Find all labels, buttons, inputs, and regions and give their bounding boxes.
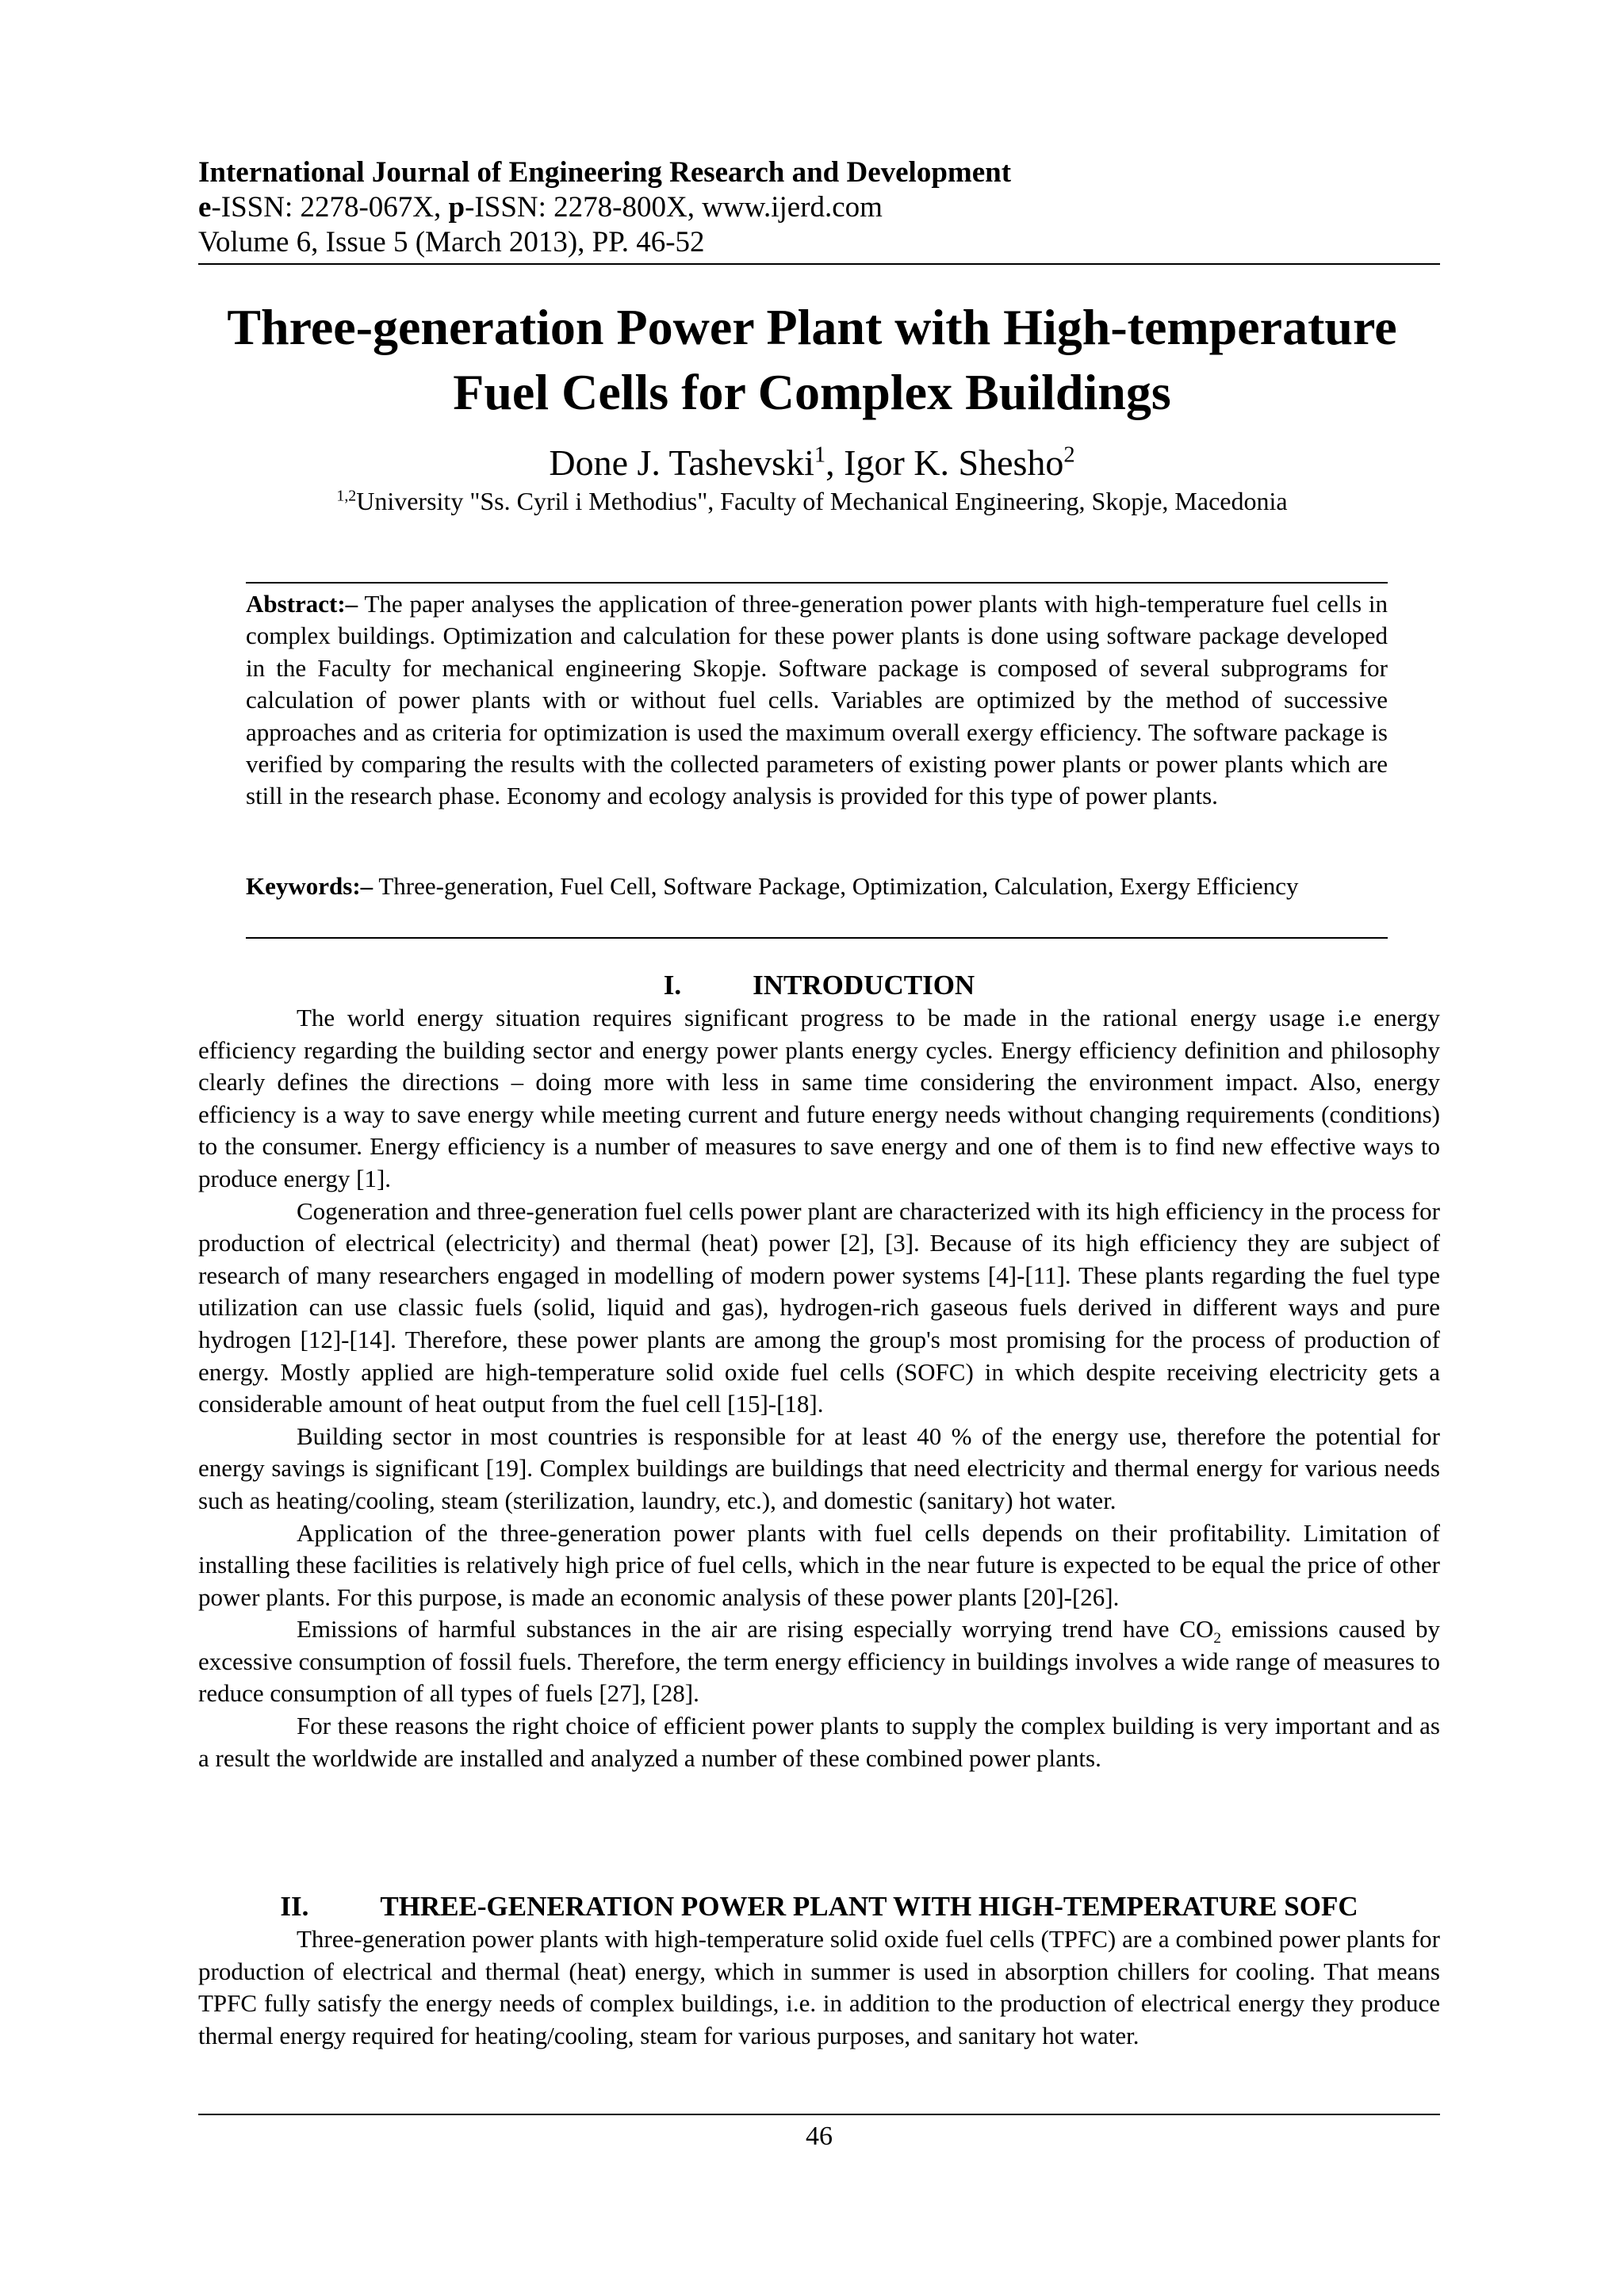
affiliation xyxy=(159,485,1465,517)
pissn-label: p xyxy=(448,191,465,224)
author-2: Igor K. Shesho xyxy=(844,442,1064,483)
abstract-top-rule xyxy=(246,582,1388,584)
author-1-affil-mark: 1 xyxy=(814,442,826,468)
section-1-paragraph-1: The world energy situation requires significant progress to be made in the rational energy usage i.e energy efficiency regarding the building sector and energy power plants energy cycles. Energy efficiency definition and philosophy clearly defines the directions – doing more with less in same time considering the environment impact. Also, energy efficiency is a way to save energy while meeting current and future energy needs without changing requirements (conditions) to the consumer. Energy efficiency is a number of measures to save energy and one of them is to find new effective ways to produce energy [1]. xyxy=(198,1004,1440,1192)
section-1-body xyxy=(198,1002,1440,1774)
keywords xyxy=(246,871,1388,902)
affiliation-text: University "Ss. Cyril i Methodius", Faculty of Mechanical Engineering, Skopje, Macedonia xyxy=(356,487,1288,515)
section-1-paragraph-6: For these reasons the right choice of efficient power plants to supply the complex building is very important and as a result the worldwide are installed and analyzed a number of these combined power plants. xyxy=(198,1712,1440,1772)
paper-title-line1: Three-generation Power Plant with High-temperature xyxy=(227,299,1397,355)
section-1-paragraph-5 xyxy=(198,1613,1440,1710)
journal-issn xyxy=(198,190,1440,225)
pissn-text: -ISSN: 2278-800X, www.ijerd.com xyxy=(465,191,883,224)
paragraph-5-text-b: emissions caused by excessive consumption of fossil fuels. Therefore, the term energy efficiency in buildings involves a wide range of measures to reduce consumption of all types of fuels [27], [28]. xyxy=(198,1615,1440,1708)
section-2-title: THREE-GENERATION POWER PLANT WITH HIGH-TEMPERATURE SOFC xyxy=(380,1891,1358,1922)
paper-authors xyxy=(159,441,1465,485)
section-1-paragraph-3: Building sector in most countries is responsible for at least 40 % of the energy use, therefore the potential for energy savings is significant [19]. Complex buildings are buildings that need electricity and thermal energy for various needs such as heating/cooling, steam (sterilization, laundry, etc.), and domestic (sanitary) hot water. xyxy=(198,1422,1440,1514)
section-1-heading xyxy=(198,969,1440,1002)
section-2-body xyxy=(198,1923,1440,2052)
co2-subscript: 2 xyxy=(1213,1630,1221,1647)
keywords-text: Three-generation, Fuel Cell, Software Package, Optimization, Calculation, Exergy Efficiency xyxy=(373,872,1299,900)
author-separator: , xyxy=(825,442,845,483)
keywords-label: Keywords:– xyxy=(246,872,373,900)
section-1-number: I. xyxy=(663,970,682,1001)
affiliation-mark: 1,2 xyxy=(336,487,357,505)
section-2-number: II. xyxy=(280,1891,309,1922)
section-2-paragraph-1: Three-generation power plants with high-temperature solid oxide fuel cells (TPFC) are a combined power plants for production of electrical and thermal (heat) energy, which in summer is used in absorption chillers for cooling. That means TPFC fully satisfy the energy needs of complex buildings, i.e. in addition to the production of electrical energy they produce thermal energy required for heating/cooling, steam for various purposes, and sanitary hot water. xyxy=(198,1925,1440,2049)
abstract xyxy=(246,588,1388,813)
section-1-title: INTRODUCTION xyxy=(753,970,975,1001)
section-1-paragraph-2: Cogeneration and three-generation fuel cells power plant are characterized with its high efficiency in the process for production of electrical (electricity) and thermal (heat) power [2], [3]. Because of its high efficiency they are subject of research of many researchers engaged in modelling of modern power systems [4]-[11]. These plants regarding the fuel type utilization can use classic fuels (solid, liquid and gas), hydrogen-rich gaseous fuels derived in different ways and pure hydrogen [12]-[14]. Therefore, these power plants are among the group's most promising for the process of production of energy. Mostly applied are high-temperature solid oxide fuel cells (SOFC) in which despite receiving electricity gets a considerable amount of heat output from the fuel cell [15]-[18]. xyxy=(198,1196,1440,1418)
eissn-text: -ISSN: 2278-067X, xyxy=(211,191,449,224)
footer-rule xyxy=(198,2114,1440,2115)
page-number: 46 xyxy=(806,2122,833,2151)
abstract-bottom-rule xyxy=(246,937,1388,939)
abstract-label: Abstract:– xyxy=(246,590,358,618)
paper-title-line2: Fuel Cells for Complex Buildings xyxy=(453,364,1171,420)
journal-volume: Volume 6, Issue 5 (March 2013), PP. 46-52 xyxy=(198,226,705,258)
journal-header xyxy=(198,155,1440,265)
journal-name: International Journal of Engineering Research and Development xyxy=(198,156,1012,189)
eissn-label: e xyxy=(198,191,212,224)
paper-title xyxy=(159,295,1465,425)
section-2-heading xyxy=(198,1890,1440,1923)
section-1-paragraph-4: Application of the three-generation power plants with fuel cells depends on their profitability. Limitation of installing these facilities is relatively high price of fuel cells, which in the near future is expected to be equal the price of other power plants. For this purpose, is made an economic analysis of these power plants [20]-[26]. xyxy=(198,1518,1440,1611)
author-2-affil-mark: 2 xyxy=(1063,442,1075,468)
paragraph-5-text-a: Emissions of harmful substances in the air are rising especially worrying trend have CO xyxy=(297,1615,1214,1644)
author-1: Done J. Tashevski xyxy=(549,442,814,483)
abstract-text: The paper analyses the application of three-generation power plants with high-temperature fuel cells in complex buildings. Optimization and calculation for these power plants is done using software package developed in the Faculty for mechanical engineering Skopje. Software package is composed of several subprograms for calculation of power plants with or without fuel cells. Variables are optimized by the method of successive approaches and as criteria for optimization is used the maximum overall exergy efficiency. The software package is verified by comparing the results with the collected parameters of existing power plants or power plants which are still in the research phase. Economy and ecology analysis is provided for this type of power plants. xyxy=(246,590,1388,810)
